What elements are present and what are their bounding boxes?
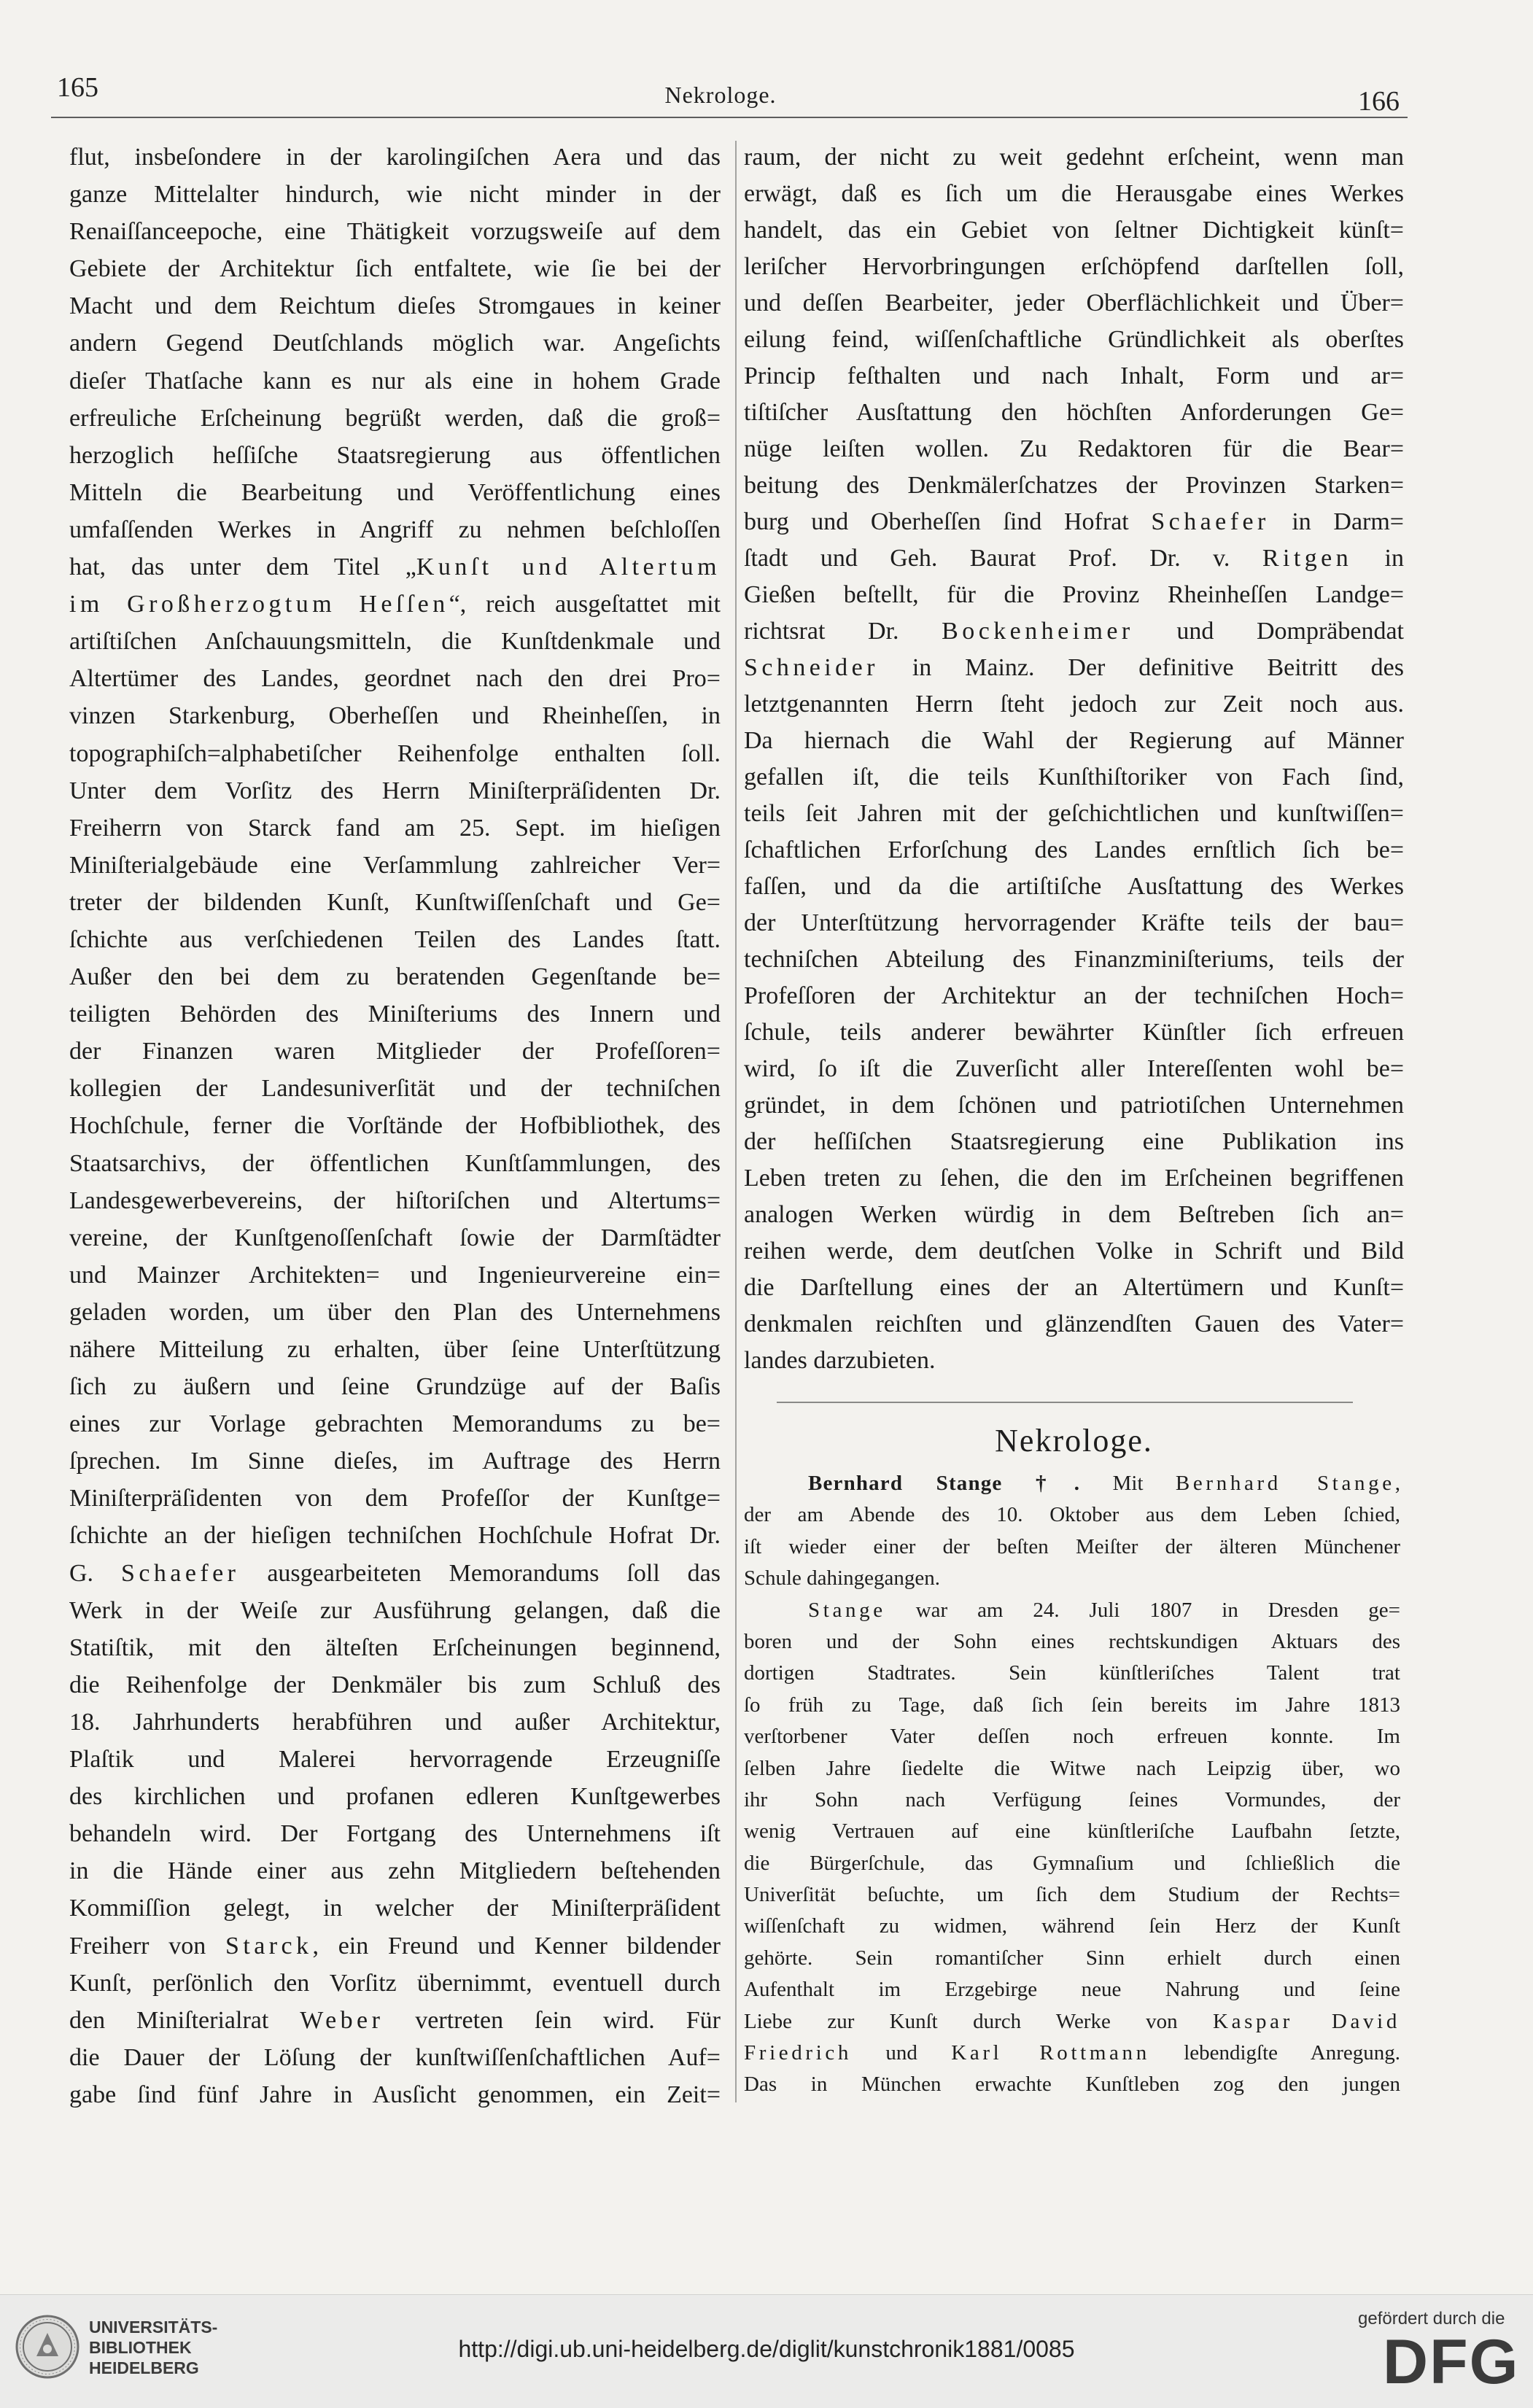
column-divider [735, 141, 737, 2102]
right-column-line: und deſſen Bearbeiter, jeder Oberflächlichkeit und Über= [744, 290, 1404, 316]
spaced-emphasis: Ritgen [1262, 545, 1353, 572]
text-run: Mit [1080, 1472, 1176, 1495]
left-column-line: geladen worden, um über den Plan des Unternehmens [69, 1298, 721, 1326]
right-column-line: ſchule, teils anderer bewährter Künſtler ſich erfreuen [744, 1019, 1404, 1046]
page-number-right: 166 [1358, 86, 1400, 117]
left-column-line: Miniſterialgebäude eine Verſammlung zahlreicher Ver= [69, 851, 721, 879]
left-column-line: in die Hände einer aus zehn Mitgliedern beſtehenden [69, 1857, 721, 1885]
left-column-line: Außer den bei dem zu beratenden Gegenſtande be= [69, 963, 721, 991]
obituary-text [744, 1468, 1400, 2101]
text-run: und [852, 2041, 952, 2065]
library-name-line: BIBLIOTHEK [89, 2338, 192, 2357]
text-run: Liebe zur Kunſt durch Werke von [744, 2009, 1213, 2033]
left-column-line: Freiherrn von Starck fand am 25. Sept. im hieſigen [69, 814, 721, 842]
spaced-emphasis: Schaefer [1151, 508, 1270, 535]
right-column-line: nüge leiſten wollen. Zu Redaktoren für die Bear= [744, 435, 1404, 462]
left-column-line: artiſtiſchen Anſchauungsmitteln, die Kunſtdenkmale und [69, 628, 721, 656]
spaced-emphasis: Bernhard Stange [1175, 1472, 1395, 1495]
text-run: G. [69, 1559, 121, 1587]
spaced-emphasis: Kunſt und Altertum [416, 554, 721, 581]
text-run: war am 24. Juli 1807 in Dresden ge= [885, 1598, 1400, 1622]
right-column-line: erwägt, daß es ſich um die Herausgabe eines Werkes [744, 180, 1404, 207]
text-run: burg und Oberheſſen ſind Hofrat [744, 508, 1152, 535]
right-column-line: raum, der nicht zu weit gedehnt erſcheint, wenn man [744, 144, 1404, 171]
right-column-line [744, 650, 1404, 686]
text-run: hat, das unter dem Titel „ [69, 554, 416, 581]
left-column-line: eines zur Vorlage gebrachten Memorandums zu be= [69, 1410, 721, 1438]
spaced-emphasis: Schaefer [120, 1559, 240, 1587]
right-column-line: handelt, das ein Gebiet von ſeltner Dichtigkeit künſt= [744, 217, 1404, 244]
left-column-line: ganze Mittelalter hindurch, wie nicht minder in der [69, 181, 721, 209]
left-column-line: andern Gegend Deutſchlands möglich war. Angeſichts [69, 330, 721, 357]
spaced-emphasis: Karl Rottmann [951, 2041, 1150, 2065]
obituary-line [744, 2006, 1400, 2038]
running-title: Nekrologe. [664, 82, 777, 108]
section-heading: Nekrologe. [995, 1423, 1153, 1459]
obituary-line [744, 2038, 1400, 2069]
text-run: Freiherr von [69, 1932, 225, 1960]
left-column-line: flut, insbeſondere in der karolingiſchen Aera und das [69, 144, 721, 171]
right-column-line: gründet, in dem ſchönen und patriotiſchen Unternehmen [744, 1092, 1404, 1119]
left-column-line: Statiſtik, mit den älteſten Erſcheinungen beginnend, [69, 1634, 721, 1661]
left-text-column [69, 139, 721, 2113]
left-column-line: dieſer Thatſache kann es nur als eine in hohem Grade [69, 367, 721, 395]
left-column-line [69, 586, 721, 623]
left-column-line: ſich zu äußern und ſeine Grundzüge auf der Baſis [69, 1373, 721, 1401]
right-column-line: reihen werde, dem deutſchen Volke in Schrift und Bild [744, 1238, 1404, 1265]
viewer-footer [0, 2294, 1533, 2408]
left-column-line: Landesgewerbevereins, der hiſtoriſchen und Altertums= [69, 1186, 721, 1214]
left-column-line: vereine, der Kunſtgenoſſenſchaft ſowie der Darmſtädter [69, 1224, 721, 1251]
right-column-line: Da hiernach die Wahl der Regierung auf Männer [744, 727, 1404, 754]
obituary-line: boren und der Sohn eines rechtskundigen Aktuars des [744, 1629, 1400, 1653]
left-column-line [69, 1927, 721, 1965]
right-column-line: ſchaftlichen Erforſchung des Landes ernſtlich ſich be= [744, 836, 1404, 863]
text-run: , ein Freund und Kenner bildender [312, 1932, 721, 1960]
text-run: vertreten ſein wird. Für [384, 2006, 721, 2034]
left-column-line: ſchichte aus verſchiedenen Teilen des Landes ſtatt. [69, 925, 721, 953]
left-column-line: der Finanzen waren Mitglieder der Profeſſoren= [69, 1038, 721, 1065]
dfg-logo: DFG [1383, 2327, 1520, 2397]
left-column-line: Plaſtik und Malerei hervorragende Erzeugniſſe [69, 1746, 721, 1774]
library-name-line: HEIDELBERG [89, 2358, 199, 2377]
right-column-line: der Unterſtützung hervorragender Kräfte teils der bau= [744, 909, 1404, 936]
text-run: ſtadt und Geh. Baurat Prof. Dr. v. [744, 545, 1262, 572]
spaced-emphasis: im Großherzogtum Heſſen [69, 591, 449, 618]
obituary-line: Univerſität beſuchte, um ſich dem Studium der Rechts= [744, 1883, 1400, 1907]
right-column-line [744, 613, 1404, 650]
text-run: in [1352, 545, 1404, 572]
right-column-line: teils ſeit Jahren mit der geſchichtlichen und kunſtwiſſen= [744, 800, 1404, 827]
right-column-line: eilung feind, wiſſenſchaftliche Gründlichkeit als oberſtes [744, 326, 1404, 353]
obituary-line: gehörte. Sein romantiſcher Sinn erhielt durch einen [744, 1946, 1400, 1970]
text-run: lebendigſte Anregung. [1149, 2041, 1400, 2065]
left-column-line: und Mainzer Architekten= und Ingenieurvereine ein= [69, 1261, 721, 1289]
spaced-emphasis: Bockenheimer [942, 618, 1134, 645]
funding-label: gefördert durch die [1358, 2309, 1505, 2329]
left-column-line: teiligten Behörden des Miniſteriums des Innern und [69, 1001, 721, 1028]
right-column-line: leriſcher Hervorbringungen erſchöpfend darſtellen ſoll, [744, 253, 1404, 280]
left-column-line: Unter dem Vorſitz des Herrn Miniſterpräſidenten Dr. [69, 777, 721, 804]
obituary-line: die Bürgerſchule, das Gymnaſium und ſchließlich die [744, 1851, 1400, 1875]
obituary-line: ſo früh zu Tage, daß ſich ſein bereits im Jahre 1813 [744, 1693, 1400, 1717]
obituary-line: Aufenthalt im Erzgebirge neue Nahrung und ſeine [744, 1978, 1400, 2002]
left-column-line: die Dauer der Löſung der kunſtwiſſenſchaftlichen Auf= [69, 2043, 721, 2071]
source-url: http://digi.ub.uni-heidelberg.de/diglit/kunstchronik1881/0085 [458, 2336, 1075, 2362]
left-column-line: Macht und dem Reichtum dieſes Stromgaues in keiner [69, 292, 721, 320]
right-column-line: landes darzubieten. [744, 1347, 936, 1374]
section-rule [777, 1402, 1353, 1403]
left-column-line: gabe ſind fünf Jahre in Ausſicht genommen, ein Zeit= [69, 2081, 721, 2108]
text-run: richtsrat Dr. [744, 618, 942, 645]
text-run: in Darm= [1269, 508, 1404, 535]
left-column-line: 18. Jahrhunderts herabführen und außer Architektur, [69, 1708, 721, 1736]
left-column-line [69, 548, 721, 586]
obituary-line: dortigen Stadtrates. Sein künſtleriſches Talent trat [744, 1661, 1400, 1685]
obituary-line: wenig Vertrauen auf eine künſtleriſche Laufbahn ſetzte, [744, 1819, 1400, 1844]
spaced-emphasis: Stange [808, 1598, 886, 1622]
left-column-line: des kirchlichen und profanen edleren Kunſtgewerbes [69, 1783, 721, 1811]
left-column-line: topographiſch=alphabetiſcher Reihenfolge enthalten ſoll. [69, 739, 721, 767]
obituary-line: ihr Sohn nach Verfügung ſeines Vormundes, der [744, 1787, 1400, 1811]
left-column-line: behandeln wird. Der Fortgang des Unternehmens iſt [69, 1820, 721, 1848]
left-column-line: Miniſterpräſidenten von dem Profeſſor der Kunſtge= [69, 1485, 721, 1512]
obituary-line: iſt wieder einer der beſten Meiſter der älteren Münchener [744, 1534, 1400, 1558]
text-run: in Mainz. Der definitive Beitritt des [878, 654, 1404, 681]
obituary-line: verſtorbener Vater deſſen noch erfreuen konnte. Im [744, 1725, 1400, 1749]
right-column-line: wird, ſo iſt die Zuverſicht aller Intereſſenten wohl be= [744, 1055, 1404, 1082]
left-column-line: herzoglich heſſiſche Staatsregierung aus öffentlichen [69, 441, 721, 469]
spaced-emphasis: Starck [225, 1932, 313, 1960]
left-column-line: Werk in der Weiſe zur Ausführung gelangen, daß die [69, 1596, 721, 1624]
left-column-line: Hochſchule, ferner die Vorſtände der Hofbibliothek, des [69, 1112, 721, 1140]
right-column-line: Gießen beſtellt, für die Provinz Rheinheſſen Landge= [744, 581, 1404, 608]
left-column-line: Mitteln die Bearbeitung und Veröffentlichung eines [69, 478, 721, 506]
obituary-line: Das in München erwachte Kunſtleben zog den jungen [744, 2073, 1400, 2097]
left-column-line: Kunſt, perſönlich den Vorſitz übernimmt, eventuell durch [69, 1969, 721, 1997]
spaced-emphasis: Kaspar David [1212, 2009, 1400, 2033]
spaced-emphasis: Friedrich [744, 2041, 853, 2065]
right-column-line: Profeſſoren der Architektur an der techniſchen Hoch= [744, 982, 1404, 1009]
text-run: “, reich ausgeſtattet mit [449, 591, 721, 618]
text-run: , [1394, 1472, 1400, 1495]
left-column-line: Renaiſſanceepoche, eine Thätigkeit vorzugsweiſe auf dem [69, 218, 721, 246]
left-column-line: vinzen Starkenburg, Oberheſſen und Rheinheſſen, in [69, 702, 721, 730]
right-column-line: letztgenannten Herrn ſteht jedoch zur Zeit noch aus. [744, 691, 1404, 718]
bold-heading-run: Bernhard Stange †. [808, 1472, 1081, 1495]
obituary-line: wiſſenſchaft zu widmen, während ſein Herz der Kunſt [744, 1914, 1400, 1938]
obituary-line: ſelben Jahre ſiedelte die Witwe nach Leipzig über, wo [744, 1756, 1400, 1780]
header-rule [51, 117, 1408, 118]
spaced-emphasis: Schneider [744, 654, 879, 681]
left-column-line: kollegien der Landesuniverſität und der techniſchen [69, 1075, 721, 1103]
right-column-line: Princip feſthalten und nach Inhalt, Form und ar= [744, 362, 1404, 389]
right-column-line: gefallen iſt, die teils Kunſthiſtoriker von Fach ſind, [744, 764, 1404, 791]
library-name-line: UNIVERSITÄTS- [89, 2318, 218, 2337]
left-column-line: erfreuliche Erſcheinung begrüßt werden, daß die groß= [69, 404, 721, 432]
obituary-line [744, 1468, 1400, 1499]
right-column-line [744, 504, 1404, 540]
left-column-line: nähere Mitteilung zu erhalten, über ſeine Unterſtützung [69, 1336, 721, 1363]
left-column-line: treter der bildenden Kunſt, Kunſtwiſſenſchaft und Ge= [69, 888, 721, 916]
right-column-line: faſſen, und da die artiſtiſche Ausſtattung des Werkes [744, 873, 1404, 900]
left-column-line: ſprechen. Im Sinne dieſes, im Auftrage des Herrn [69, 1448, 721, 1475]
left-column-line: Altertümer des Landes, geordnet nach den drei Pro= [69, 665, 721, 693]
left-column-line: Staatsarchivs, der öffentlichen Kunſtſammlungen, des [69, 1149, 721, 1177]
left-column-line [69, 1555, 721, 1592]
left-column-line [69, 2002, 721, 2039]
left-column-line: umfaſſenden Werkes in Angriff zu nehmen beſchloſſen [69, 516, 721, 543]
left-column-line: Kommiſſion gelegt, in welcher der Miniſterpräſident [69, 1895, 721, 1922]
text-run: ausgearbeiteten Memorandums ſoll das [239, 1559, 721, 1587]
right-column-line: analogen Werken würdig in dem Beſtreben ſich an= [744, 1201, 1404, 1228]
right-column-line: denkmalen reichſten und glänzendſten Gauen des Vater= [744, 1310, 1404, 1337]
obituary-line: der am Abende des 10. Oktober aus dem Leben ſchied, [744, 1503, 1400, 1527]
left-column-line: Gebiete der Architektur ſich entfaltete, wie ſie bei der [69, 255, 721, 283]
right-column-line: die Darſtellung eines der an Altertümern und Kunſt= [744, 1274, 1404, 1301]
spaced-emphasis: Weber [300, 2006, 384, 2034]
left-column-line: ſchichte an der hieſigen techniſchen Hochſchule Hofrat Dr. [69, 1522, 721, 1550]
right-column-line: Leben treten zu ſehen, die den im Erſcheinen begriffenen [744, 1165, 1404, 1192]
right-column-line: der heſſiſchen Staatsregierung eine Publikation ins [744, 1128, 1404, 1155]
page-number-left: 165 [57, 72, 98, 103]
text-run: den Miniſterialrat [69, 2006, 300, 2034]
obituary-line [744, 1595, 1400, 1626]
right-column-line [744, 540, 1404, 577]
right-column-line: techniſchen Abteilung des Finanzminiſteriums, teils der [744, 946, 1404, 973]
left-column-line: die Reihenfolge der Denkmäler bis zum Schluß des [69, 1671, 721, 1698]
right-text-column [744, 139, 1404, 1379]
right-column-line: beitung des Denkmälerſchatzes der Provinzen Starken= [744, 472, 1404, 499]
text-run: und Dompräbendat [1133, 618, 1404, 645]
obituary-line: Schule dahingegangen. [744, 1566, 940, 1591]
right-column-line: tiſtiſcher Ausſtattung den höchſten Anforderungen Ge= [744, 399, 1404, 426]
